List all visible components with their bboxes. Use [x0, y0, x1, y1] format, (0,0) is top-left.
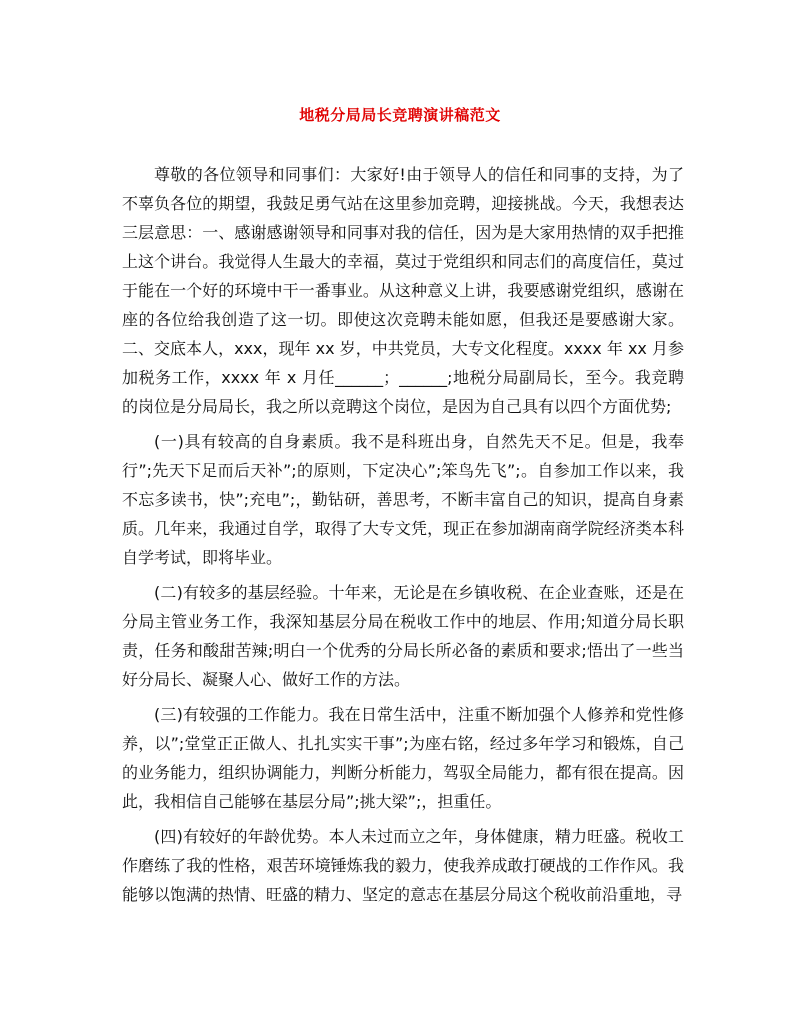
paragraph-advantage-2: (二)有较多的基层经验。十年来，无论是在乡镇收税、在企业查账，还是在分局主管业务工作，我深知基层分局在税收工作中的地层、作用;知道分局长职责，任务和酸甜苦辣;明白一个优秀的分局长所必备的素质和要求;悟出了一些当好分局长、凝聚人心、做好工作的方法。 [122, 583, 684, 689]
document-body [122, 160, 684, 915]
paragraph-advantage-3: (三)有较强的工作能力。我在日常生活中，注重不断加强个人修养和党性修养，以”;堂堂正正做人、扎扎实实干事”;为座右铭，经过多年学习和锻炼，自己的业务能力，组织协调能力，判断分析能力，驾驭全局能力，都有很在提高。因此，我相信自己能够在基层分局”;挑大梁”;，担重任。 [122, 705, 684, 811]
paragraph-advantage-1: (一)具有较高的自身素质。我不是科班出身，自然先天不足。但是，我奉行”;先天下足而后天补”;的原则，下定决心”;笨鸟先飞”;。自参加工作以来，我不忘多读书，快”;充电”;，勤钻研，善思考，不断丰富自己的知识，提高自身素质。几年来，我通过自学，取得了大专文凭，现正在参加湖南商学院经济类本科自学考试，即将毕业。 [122, 432, 684, 567]
document-title: 地税分局局长竞聘演讲稿范文 [299, 106, 501, 124]
paragraph-intro: 尊敬的各位领导和同事们：大家好!由于领导人的信任和同事的支持，为了不辜负各位的期望，我鼓足勇气站在这里参加竞聘，迎接挑战。今天，我想表达三层意思：一、感谢感谢领导和同事对我的信任，因为是大家用热情的双手把推上这个讲台。我觉得人生最大的幸福，莫过于党组织和同志们的高度信任，莫过于能在一个好的环境中干一番事业。从这种意义上讲，我要感谢党组织，感谢在座的各位给我创造了这一切。即使这次竞聘未能如愿，但我还是要感谢大家。二、交底本人，xxx，现年 xx 岁，中共党员，大专文化程度。xxxx 年 xx 月参加税务工作，xxxx 年 x 月任______；______;地税分局副局长，至今。我竞聘的岗位是分局局长，我之所以竞聘这个岗位，是因为自己具有以四个方面优势; [122, 165, 684, 416]
paragraph-advantage-4: (四)有较好的年龄优势。本人未过而立之年，身体健康，精力旺盛。税收工作磨练了我的性格，艰苦环境锤炼我的毅力，使我养成敢打硬战的工作作风。我能够以饱满的热情、旺盛的精力、坚定的意志在基层分局这个税收前沿重地，寻 [122, 827, 684, 904]
